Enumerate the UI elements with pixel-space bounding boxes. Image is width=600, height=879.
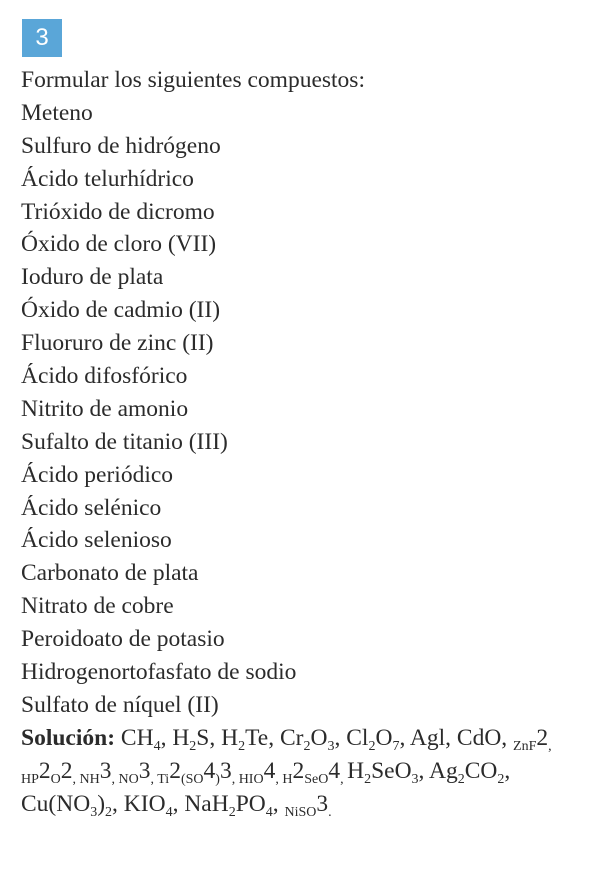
solution-paragraph xyxy=(21,722,586,821)
formula-subscript: ZnF xyxy=(513,738,537,754)
compound-item: Ioduro de plata xyxy=(21,264,164,291)
formula-subscript: 4 xyxy=(265,804,273,820)
formula-subscript: 4 xyxy=(153,738,161,754)
formula-text: 3 xyxy=(219,757,232,784)
formula-text: SeO xyxy=(371,757,412,784)
compound-item: Trióxido de dicromo xyxy=(21,198,215,225)
formula-subscript: (SO xyxy=(180,771,204,787)
formula-subscript: 2 xyxy=(105,804,113,820)
formula-text: , KIO xyxy=(112,790,166,817)
formula-subscript: 2 xyxy=(189,738,197,754)
formula-text: 2 xyxy=(38,757,51,784)
formula-text: O xyxy=(375,724,393,751)
compound-item: Óxido de cloro (VII) xyxy=(21,231,217,258)
compound-item: Meteno xyxy=(21,99,93,126)
compound-item: Nitrato de cobre xyxy=(21,593,174,620)
formula-text: ) xyxy=(97,790,106,817)
formula-subscript: , Ti xyxy=(150,771,170,787)
formula-subscript: , HP xyxy=(21,738,552,787)
formula-subscript: 3 xyxy=(411,771,419,787)
compound-item: Sufalto de titanio (III) xyxy=(21,428,228,455)
compound-item: Fluoruro de zinc (II) xyxy=(21,330,214,357)
formula-subscript: NiSO xyxy=(284,804,317,820)
formula-text: 4 xyxy=(263,757,276,784)
formula-subscript: ) xyxy=(215,771,220,787)
formula-subscript: 3 xyxy=(327,738,335,754)
compound-list xyxy=(21,97,586,722)
formula-subscript: 2 xyxy=(368,738,376,754)
formula-text: Te, Cr xyxy=(245,724,304,751)
compound-item: Sulfuro de hidrógeno xyxy=(21,132,221,159)
formula-subscript: SeO xyxy=(304,771,329,787)
formula-subscript: , NH xyxy=(72,771,100,787)
formula-subscript: 7 xyxy=(392,738,400,754)
compound-item: Peroidoato de potasio xyxy=(21,626,225,653)
formula-subscript: 4 xyxy=(165,804,173,820)
formula-subscript: , HIO xyxy=(231,771,264,787)
formula-subscript: O xyxy=(50,771,61,787)
compound-item: Óxido de cadmio (II) xyxy=(21,297,221,324)
formula-subscript: . xyxy=(328,804,332,820)
compound-item: Nitrito de amonio xyxy=(21,395,189,422)
formula-text: 3 xyxy=(99,757,112,784)
formula-text: CO xyxy=(464,757,498,784)
formula-text: , Ag xyxy=(418,757,458,784)
formula-subscript: 2 xyxy=(364,771,372,787)
formula-subscript: , NO xyxy=(111,771,139,787)
formula-text: 2 xyxy=(169,757,181,784)
compound-item: Ácido selenioso xyxy=(21,527,172,554)
formula-subscript: 2 xyxy=(457,771,465,787)
formula-text: , H xyxy=(160,724,190,751)
formula-text: , Agl, CdO, xyxy=(399,724,514,751)
formula-subscript: 2 xyxy=(228,804,236,820)
exercise-number-badge: 3 xyxy=(22,19,62,57)
formula-subscript: 3 xyxy=(90,804,98,820)
instruction-text: Formular los siguientes compuestos: xyxy=(21,67,365,93)
formula-text: , Cu(NO xyxy=(21,757,511,817)
compound-item: Sulfato de níquel (II) xyxy=(21,691,219,718)
formula-text: 3 xyxy=(316,790,329,817)
formula-text: , xyxy=(272,790,285,817)
formula-text: O xyxy=(310,724,328,751)
formula-text: S, H xyxy=(196,724,239,751)
formula-text: 4 xyxy=(203,757,216,784)
formula-subscript: 2 xyxy=(497,771,505,787)
formula-text: 2 xyxy=(60,757,73,784)
formula-text: 3 xyxy=(138,757,151,784)
exercise-content xyxy=(21,64,586,821)
solution-label: Solución: xyxy=(21,724,116,751)
compound-item: Ácido periódico xyxy=(21,461,174,488)
formula-text: , NaH xyxy=(172,790,229,817)
formula-text: PO xyxy=(235,790,266,817)
compound-item: Ácido telurhídrico xyxy=(21,165,194,192)
formula-text: 2 xyxy=(292,757,305,784)
formula-text: 2 xyxy=(536,724,549,751)
compound-item: Carbonato de plata xyxy=(21,560,199,587)
formula-text: 4 xyxy=(328,757,341,784)
formula-text: H xyxy=(347,757,365,784)
formula-text: CH xyxy=(115,724,154,751)
formula-subscript: 2 xyxy=(303,738,311,754)
compound-item: Ácido difosfórico xyxy=(21,363,188,390)
formula-subscript: , xyxy=(340,771,348,787)
compound-item: Hidrogenortofasfato de sodio xyxy=(21,659,297,686)
formula-subscript: 2 xyxy=(238,738,246,754)
formula-text: , Cl xyxy=(334,724,369,751)
compound-item: Ácido selénico xyxy=(21,494,162,521)
formula-subscript: , H xyxy=(275,771,293,787)
